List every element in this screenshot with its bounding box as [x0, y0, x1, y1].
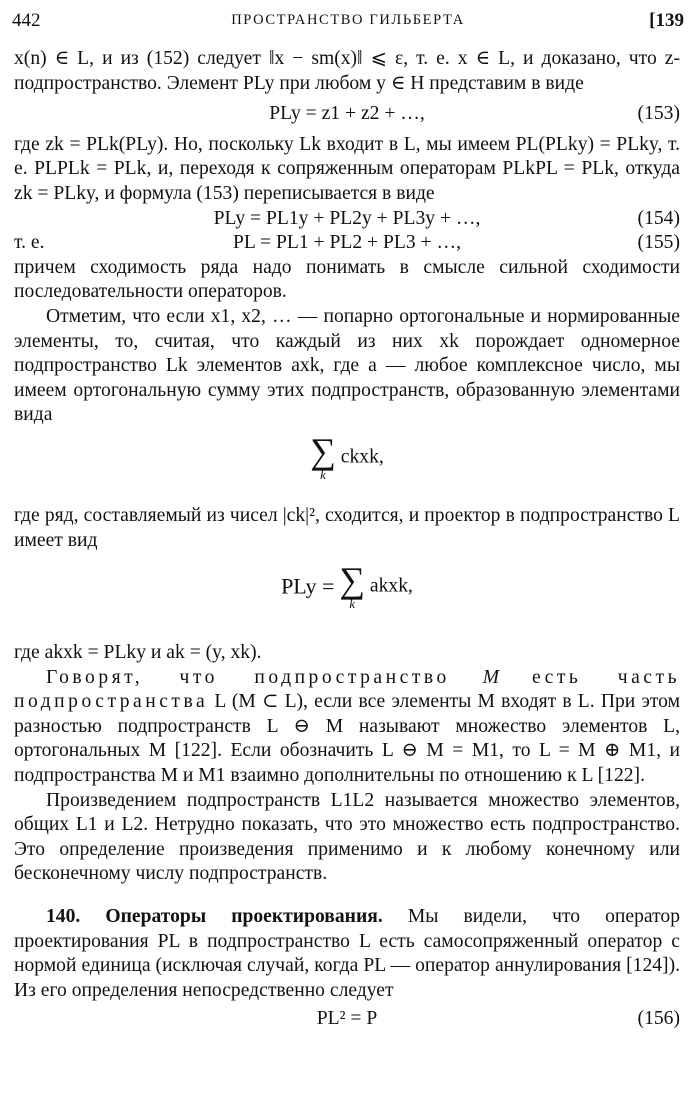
- paragraph-coefficients: где akxk = PLky и ak = (y, xk).: [14, 642, 262, 664]
- paragraph-product: Произведением подпространств L1L2 называется множество элементов, общих L1 и L2. Нетрудно показать, что это множество есть подпространство. Это определение произведения применимо и к любому конечному или бесконечному числу подпространств.: [14, 789, 680, 885]
- sum-expression-2: [14, 553, 680, 641]
- paragraph-projector: где ряд, составляемый из чисел |ck|², сходится, и проектор в подпространство L имеет вид: [14, 504, 680, 551]
- equation-156-formula: PL² = P: [316, 1008, 378, 1030]
- equation-154-number: (154): [637, 207, 680, 229]
- sum-term-2: akxk,: [369, 575, 413, 597]
- equation-153-formula: PLy = z1 + z2 + …,: [269, 103, 425, 125]
- page-body: [14, 47, 680, 1032]
- paragraph-convergence: причем сходимость ряда надо понимать в смысле сильной сходимости последовательности операторов.: [14, 256, 680, 303]
- sum-expression-1: [14, 428, 680, 504]
- section-reference: [139: [649, 10, 684, 31]
- equation-156-number: (156): [637, 1008, 680, 1030]
- equation-154: [14, 207, 680, 232]
- section-140: [14, 905, 680, 1003]
- sum-lhs-2: PLy =: [281, 573, 335, 599]
- paragraph-continuation: x(n) ∈ L, и из (152) следует ‖x − sm(x)‖ ⩽ ε, т. е. x ∈ L, и доказано, что z-подпространство. Элемент PLy при любом y ∈ H представим в виде: [14, 48, 680, 94]
- symbol-M: M: [482, 666, 500, 688]
- subspace-definition-text: L (M ⊂ L), если все элементы M входят в L. При этом разностью подпространств L ⊖ M называют множество элементов L, ортогональных M [122]. Если обозначить L ⊖ M = M1, то L = M ⊕ M1, и подпространства M и M1 взаимно дополнительны по отношению к L [122].: [14, 691, 681, 787]
- page-number: 442: [12, 10, 41, 31]
- paragraph-zk: где zk = PLk(PLy). Но, поскольку Lk входит в L, мы имеем PL(PLky) = PLky, т. е. PLPLk = PLk, и, переходя к сопряженным операторам PLkPL = PLk, откуда zk = PLky, и формула (153) переписывается в виде: [14, 133, 680, 204]
- section-140-heading: 140. Операторы проектирования.: [46, 906, 383, 928]
- paragraph-te: т. е.: [14, 232, 45, 254]
- equation-156: [14, 1007, 680, 1032]
- running-title: ПРОСТРАНСТВО ГИЛЬБЕРТА: [231, 12, 465, 28]
- section-140-text: Мы видели, что оператор проектирования PL в подпространство L есть самосопряженный оператор с нормой единица (исключая случай, когда PL — оператор аннулирования [124]). Из его определения непосредственно следует: [14, 906, 681, 1001]
- page-header: [12, 10, 684, 40]
- equation-153-number: (153): [637, 103, 680, 125]
- spaced-phrase-1: Говорят, что подпространство: [46, 666, 450, 688]
- sum-index-1: k: [320, 466, 326, 482]
- paragraph-subspace-part: [14, 666, 680, 789]
- equation-153: [14, 102, 680, 127]
- sum-sign-2: ∑ k: [339, 560, 366, 612]
- sum-sign-1: ∑ k: [310, 430, 336, 482]
- equation-155-formula: PL = PL1 + PL2 + PL3 + …,: [232, 232, 461, 254]
- equation-155: [14, 231, 680, 256]
- sum-index-2: k: [349, 596, 356, 612]
- equation-154-formula: PLy = PL1y + PL2y + PL3y + …,: [213, 207, 481, 229]
- sum-term-1: ckxk,: [340, 446, 384, 468]
- paragraph-orthogonal: Отметим, что если x1, x2, … — попарно ортогональные и нормированные элементы, то, считая, что каждый из них xk порождает одномерное подпространство Lk элементов axk, где a — любое комплексное число, мы имеем ортогональную сумму этих подпространств, образованную элементами вида: [14, 305, 680, 426]
- spaced-phrase-2: есть часть подпространства: [14, 666, 681, 713]
- equation-155-number: (155): [637, 232, 680, 254]
